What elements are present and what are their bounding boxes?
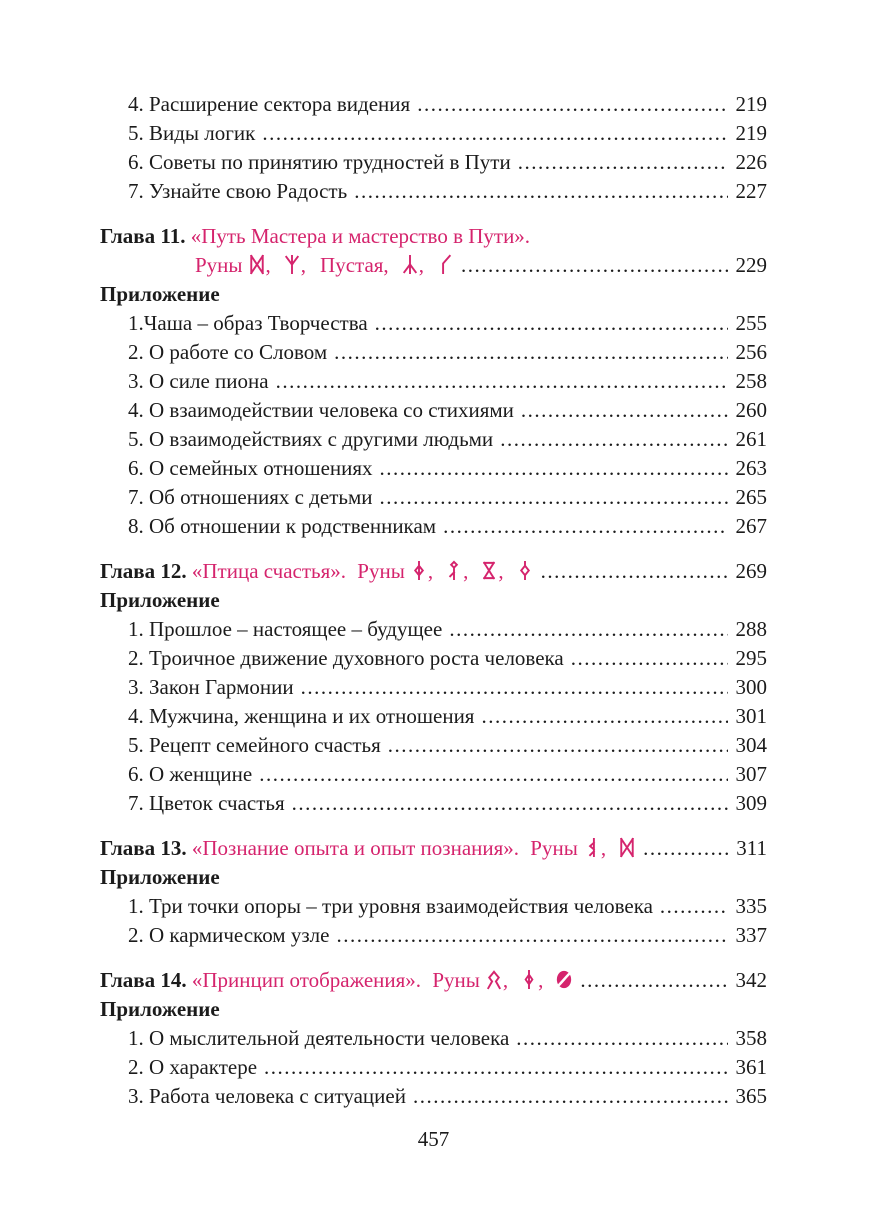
toc-entry [100, 119, 767, 148]
dot-leader [301, 673, 728, 702]
folio-page-number: 457 [417, 1127, 450, 1151]
empty-rune-label: Пустая, [320, 253, 389, 277]
dot-leader [518, 148, 728, 177]
dot-leader [580, 966, 728, 995]
dot-leader [417, 90, 728, 119]
appendix-heading: Приложение [100, 997, 220, 1021]
entry-label: 3. Работа человека с ситуацией [128, 1084, 406, 1108]
page-number: 337 [735, 923, 767, 947]
dot-leader [413, 1082, 728, 1111]
page-number: 342 [735, 968, 767, 992]
rune-dagaz-box-icon [618, 837, 636, 858]
dot-leader [481, 702, 728, 731]
chapter-runes-line [100, 251, 767, 280]
dot-leader [443, 512, 728, 541]
entry-label: 8. Об отношении к родственникам [128, 514, 437, 538]
chapter-number: Глава 14. [100, 968, 187, 992]
dot-leader [541, 557, 728, 586]
page-number: 301 [735, 704, 767, 728]
chapter-number: Глава 13. [100, 836, 187, 860]
entry-label: 2. О работе со Словом [128, 340, 328, 364]
rune-dagaz-box-icon [248, 254, 266, 275]
appendix-heading: Приложение [100, 588, 220, 612]
rune-stem-flag-icon [583, 837, 601, 858]
chapter-number: Глава 11. [100, 224, 186, 248]
page-number: 263 [735, 456, 767, 480]
page-number: 300 [735, 675, 767, 699]
entry-label: 4. О взаимодействии человека со стихиями [128, 398, 514, 422]
page-number: 219 [735, 92, 767, 116]
rune-kaun-icon [436, 254, 454, 275]
toc-entry [100, 148, 767, 177]
rune-algiz-icon [283, 254, 301, 275]
page-number: 265 [735, 485, 767, 509]
toc-entry [100, 731, 767, 760]
dot-leader [259, 760, 728, 789]
entry-label: 4. Мужчина, женщина и их отношения [128, 704, 475, 728]
rune-diamond-head-branch-icon [445, 560, 463, 581]
rune-separator: , [600, 836, 607, 860]
entry-label: 2. О кармическом узле [128, 923, 330, 947]
page-number: 219 [735, 121, 767, 145]
page-number: 358 [735, 1026, 767, 1050]
rune-separator: , [418, 253, 424, 277]
page-number: 256 [735, 340, 767, 364]
entry-label: 5. Виды логик [128, 121, 256, 145]
page-number: 311 [736, 836, 767, 860]
entry-label: 2. О характере [128, 1055, 258, 1079]
toc-entry [100, 367, 767, 396]
page-number: 229 [735, 253, 767, 277]
page-number: 295 [735, 646, 767, 670]
toc-entry [100, 425, 767, 454]
chapter-13-block [100, 834, 767, 950]
chapter-title: «Принцип отображения». [191, 968, 422, 992]
toc-entry [100, 396, 767, 425]
dot-leader [660, 892, 728, 921]
rune-separator: , [502, 968, 509, 992]
toc-entry [100, 921, 767, 950]
toc-entry [100, 702, 767, 731]
rune-separator: , [498, 559, 504, 583]
page-number: 304 [735, 733, 767, 757]
dot-leader [521, 396, 728, 425]
rune-stem-diamond-icon [410, 560, 428, 581]
page-number: 255 [735, 311, 767, 335]
dot-leader [354, 177, 728, 206]
page-number: 260 [735, 398, 767, 422]
toc-entry [100, 1053, 767, 1082]
rune-yr-icon [401, 254, 419, 275]
dot-leader [334, 338, 728, 367]
toc-entry [100, 1024, 767, 1053]
toc-entry [100, 760, 767, 789]
chapter-heading [100, 966, 767, 995]
page-number: 307 [735, 762, 767, 786]
page-number: 269 [735, 559, 767, 583]
entry-label: 1.Чаша – образ Творчества [128, 311, 368, 335]
rune-separator: , [265, 253, 271, 277]
page-number: 258 [735, 369, 767, 393]
chapter-title: «Познание опыта и опыт познания». [191, 836, 520, 860]
entry-label: 1. Прошлое – настоящее – будущее [128, 617, 443, 641]
toc-entry [100, 615, 767, 644]
entry-label: 5. О взаимодействиях с другими людьми [128, 427, 494, 451]
page-number: 267 [735, 514, 767, 538]
chapter-number: Глава 12. [100, 559, 187, 583]
dot-leader [292, 789, 728, 818]
runes-label: Руны [195, 253, 243, 277]
dot-leader [388, 731, 728, 760]
toc-entry [100, 483, 767, 512]
dot-leader [262, 119, 728, 148]
dot-leader [264, 1053, 728, 1082]
dot-leader [643, 834, 728, 863]
rune-othala-open-icon [485, 969, 503, 990]
dot-leader [336, 921, 728, 950]
entry-label: 1. О мыслительной деятельности человека [128, 1026, 510, 1050]
page-number: 227 [735, 179, 767, 203]
entry-label: 7. Узнайте свою Радость [128, 179, 348, 203]
dot-leader [380, 454, 728, 483]
entry-label: 6. О женщине [128, 762, 253, 786]
toc-entry [100, 789, 767, 818]
chapter-14-block [100, 966, 767, 1111]
entry-label: 1. Три точки опоры – три уровня взаимодействия человека [128, 894, 653, 918]
runes-label: Руны [530, 836, 578, 860]
page-number: 261 [735, 427, 767, 451]
toc-entry [100, 512, 767, 541]
toc-entry [100, 309, 767, 338]
entry-label: 6. О семейных отношениях [128, 456, 373, 480]
dot-leader [379, 483, 728, 512]
dot-leader [500, 425, 728, 454]
rune-separator: , [463, 559, 469, 583]
appendix-heading: Приложение [100, 282, 220, 306]
toc-entry [100, 892, 767, 921]
dot-leader [375, 309, 728, 338]
toc-entry [100, 1082, 767, 1111]
rune-diamond-stems-icon [516, 560, 534, 581]
entry-label: 7. Об отношениях с детьми [128, 485, 373, 509]
runes-label: Руны [432, 968, 480, 992]
toc-entry [100, 454, 767, 483]
entry-label: 5. Рецепт семейного счастья [128, 733, 381, 757]
page-number: 365 [735, 1084, 767, 1108]
chapter-heading [100, 834, 767, 863]
toc-entry [100, 338, 767, 367]
dot-leader [449, 615, 728, 644]
appendix-heading: Приложение [100, 865, 220, 889]
chapter-12-block [100, 557, 767, 818]
page-number: 335 [735, 894, 767, 918]
entry-label: 3. Закон Гармонии [128, 675, 294, 699]
rune-diamond-stem-icon [520, 969, 538, 990]
rune-separator: , [538, 968, 544, 992]
toc-entry [100, 673, 767, 702]
toc-entry [100, 177, 767, 206]
entry-label: 6. Советы по принятию трудностей в Пути [128, 150, 511, 174]
rune-separator: , [427, 559, 434, 583]
entry-label: 7. Цветок счастья [128, 791, 285, 815]
entry-label: 4. Расширение сектора видения [128, 92, 411, 116]
rune-separator: , [300, 253, 307, 277]
page-number: 288 [735, 617, 767, 641]
chapter-title: «Путь Мастера и мастерство в Пути». [190, 224, 531, 248]
entry-label: 3. О силе пиона [128, 369, 269, 393]
chapter-11-block [100, 222, 767, 541]
chapter-heading [100, 222, 767, 251]
dot-leader [516, 1024, 728, 1053]
toc-entry [100, 644, 767, 673]
dot-leader [571, 644, 728, 673]
entry-label: 2. Троичное движение духовного роста человека [128, 646, 564, 670]
runes-label: Руны [357, 559, 405, 583]
chapter-heading [100, 557, 767, 586]
rune-hourglass-icon [480, 560, 498, 581]
dot-leader [461, 251, 728, 280]
page-number: 226 [735, 150, 767, 174]
page-number: 361 [735, 1055, 767, 1079]
rune-filled-o-slash-icon [555, 969, 573, 990]
toc-entry [100, 90, 767, 119]
page-number: 309 [735, 791, 767, 815]
dot-leader [276, 367, 728, 396]
chapter-title: «Птица счастья». [191, 559, 347, 583]
